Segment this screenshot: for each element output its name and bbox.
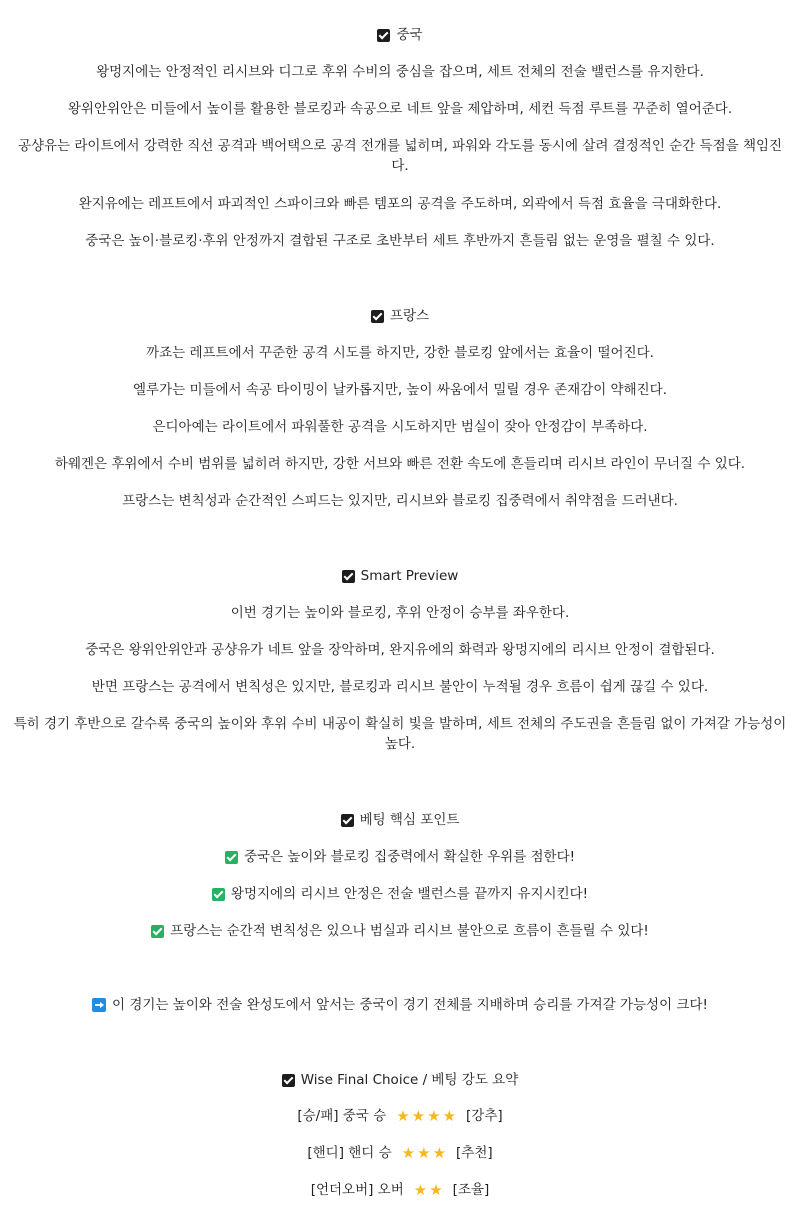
paragraph: 프랑스는 변칙성과 순간적인 스피드는 있지만, 리시브와 블로킹 집중력에서 취약점을 드러낸다. <box>122 493 678 509</box>
paragraph: 공샹유는 라이트에서 강력한 직선 공격과 백어택으로 공격 전개를 넓히며, 파워와 각도를 동시에 살려 결정적인 순간 득점을 책임진다. <box>17 138 783 174</box>
pick-strength: [추천] <box>456 1145 493 1161</box>
star-icon: ★ <box>401 1143 416 1162</box>
list-item-text: 왕멍지에의 리시브 안정은 전술 밸런스를 끝까지 유지시킨다! <box>230 886 589 902</box>
check-square-icon <box>282 1074 295 1087</box>
section-header-preview <box>10 566 790 586</box>
list-item <box>10 921 790 941</box>
paragraph: 완지유에는 레프트에서 파괴적인 스파이크와 빠른 템포의 공격을 주도하며, 외곽에서 득점 효율을 극대화한다. <box>78 196 722 212</box>
check-square-icon <box>377 29 390 42</box>
pick-label: [승/패] 중국 승 <box>297 1108 387 1124</box>
paragraph: 은디아예는 라이트에서 파워풀한 공격을 시도하지만 범실이 잦아 안정감이 부족하다. <box>152 419 648 435</box>
right-arrow-icon <box>92 998 106 1012</box>
paragraph: 반면 프랑스는 공격에서 변칙성은 있지만, 블로킹과 리시브 불안이 누적될 경우 흐름이 쉽게 끊길 수 있다. <box>91 679 709 695</box>
section-title: Wise Final Choice / 베팅 강도 요약 <box>300 1072 519 1088</box>
check-square-icon <box>341 814 354 827</box>
section-header-china <box>10 25 790 45</box>
paragraph: 왕멍지에는 안정적인 리시브와 디그로 후위 수비의 중심을 잡으며, 세트 전체의 전술 밸런스를 유지한다. <box>96 64 704 80</box>
paragraph: 중국은 왕위안위안과 공샹유가 네트 앞을 장악하며, 완지유에의 화력과 왕멍지에의 리시브 안정이 결합된다. <box>85 642 715 658</box>
list-item-text: 프랑스는 순간적 변칙성은 있으나 범실과 리시브 불안으로 흐름이 흔들릴 수 있다! <box>170 923 649 939</box>
paragraph: 이번 경기는 높이와 블로킹, 후위 안정이 승부를 좌우한다. <box>230 605 570 621</box>
conclusion <box>10 995 790 1015</box>
pick-label: [핸디] 핸디 승 <box>307 1145 392 1161</box>
check-square-green-icon <box>212 888 225 901</box>
pick-strength: [강추] <box>466 1108 503 1124</box>
star-icon: ★ <box>413 1180 428 1199</box>
list-item <box>10 884 790 904</box>
pick-strength: [조율] <box>452 1182 490 1198</box>
paragraph: 중국은 높이·블로킹·후위 안정까지 결합된 구조로 초반부터 세트 후반까지 흔들림 없는 운영을 펼칠 수 있다. <box>85 233 715 249</box>
star-icon: ★ <box>417 1143 431 1162</box>
paragraph: 하웨겐은 후위에서 수비 범위를 넓히려 하지만, 강한 서브와 빠른 전환 속도에 흔들리며 리시브 라인이 무너질 수 있다. <box>54 456 746 472</box>
star-rating <box>413 1180 444 1199</box>
star-icon: ★ <box>429 1180 443 1199</box>
star-icon: ★ <box>411 1106 426 1125</box>
check-square-green-icon <box>225 851 238 864</box>
star-icon: ★ <box>427 1106 441 1125</box>
section-header-final <box>10 1070 790 1090</box>
paragraph: 엘루가는 미들에서 속공 타이밍이 날카롭지만, 높이 싸움에서 밀릴 경우 존재감이 약해진다. <box>132 382 667 398</box>
pick-row <box>10 1180 790 1200</box>
check-square-icon <box>371 310 384 323</box>
paragraph: 왕위안위안은 미들에서 높이를 활용한 블로킹과 속공으로 네트 앞을 제압하며, 세컨 득점 루트를 꾸준히 열어준다. <box>67 101 733 117</box>
list-item-text: 중국은 높이와 블로킹 집중력에서 확실한 우위를 점한다! <box>243 849 576 865</box>
pick-label: [언더오버] 오버 <box>310 1182 404 1198</box>
section-title: 프랑스 <box>389 308 430 324</box>
section-header-france <box>10 306 790 326</box>
check-square-green-icon <box>151 925 164 938</box>
star-rating <box>401 1143 447 1162</box>
star-icon: ★ <box>432 1143 447 1162</box>
conclusion-text: 이 경기는 높이와 전술 완성도에서 앞서는 중국이 경기 전체를 지배하며 승리를 가져갈 가능성이 크다! <box>112 997 708 1013</box>
star-icon: ★ <box>442 1106 457 1125</box>
paragraph: 까죠는 레프트에서 꾸준한 공격 시도를 하지만, 강한 블로킹 앞에서는 효율이 떨어진다. <box>146 345 654 361</box>
section-title: Smart Preview <box>360 568 459 584</box>
section-header-points <box>10 810 790 830</box>
check-square-icon <box>342 570 355 583</box>
section-title: 중국 <box>396 27 423 43</box>
section-title: 베팅 핵심 포인트 <box>359 812 460 828</box>
list-item <box>10 847 790 867</box>
paragraph: 특히 경기 후반으로 갈수록 중국의 높이와 후위 수비 내공이 확실히 빛을 발하며, 세트 전체의 주도권을 흔들림 없이 가져갈 가능성이 높다. <box>13 716 787 752</box>
star-icon: ★ <box>396 1106 410 1125</box>
pick-row <box>10 1106 790 1126</box>
pick-row <box>10 1143 790 1163</box>
star-rating <box>395 1106 457 1125</box>
